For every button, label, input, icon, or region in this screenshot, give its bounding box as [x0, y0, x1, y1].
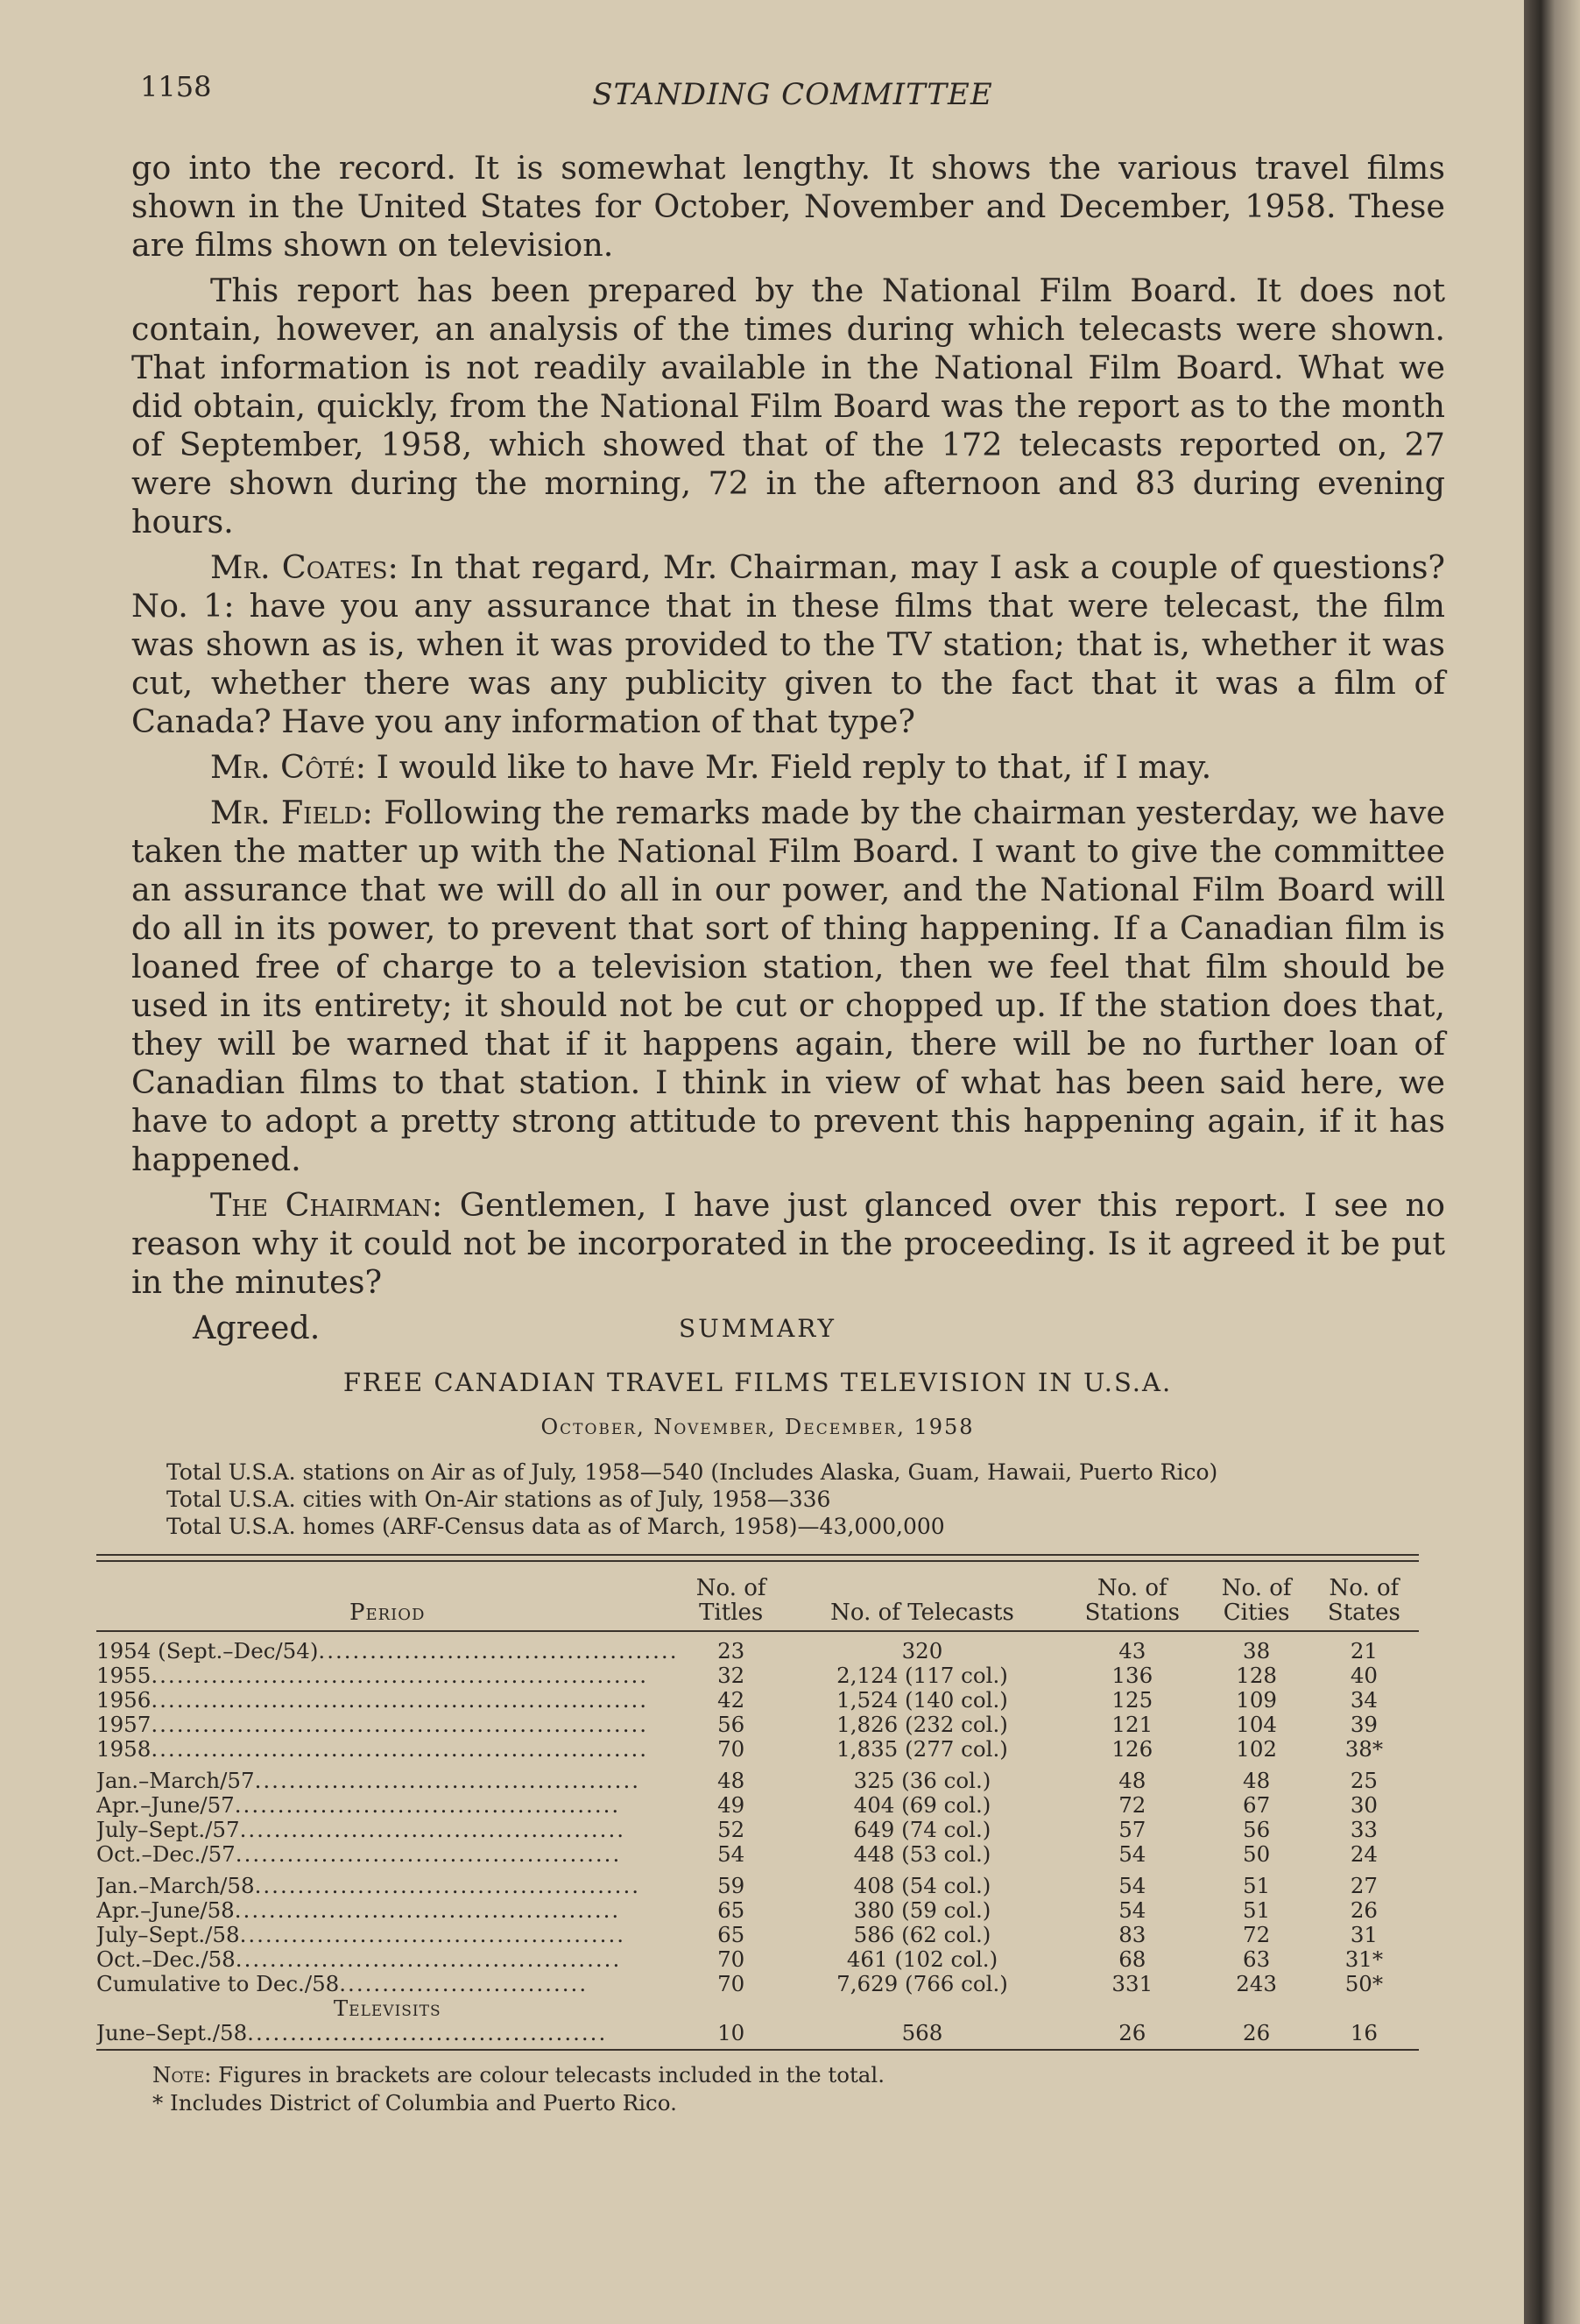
- table-row: [96, 1639, 1419, 1664]
- cell-cities: 63: [1243, 1946, 1271, 1972]
- row-period: [96, 1713, 679, 1737]
- speaker-field: Mr. Field:: [210, 794, 373, 831]
- cell-titles: 54: [717, 1841, 745, 1867]
- table-notes: [152, 2061, 1419, 2117]
- cell-telecasts: 568: [901, 2020, 943, 2045]
- cell-stations: 125: [1111, 1687, 1153, 1713]
- table-row: [96, 1688, 1419, 1713]
- section-row-televisits: [96, 1996, 1419, 2021]
- leader-dots: ..........................................................: [151, 1737, 649, 1762]
- cell-states: 16: [1350, 2020, 1378, 2045]
- summary-title: SUMMARY: [678, 1314, 837, 1343]
- cell-states: 40: [1350, 1663, 1378, 1688]
- table-row: [96, 1842, 1419, 1867]
- header-period: Period: [349, 1600, 426, 1626]
- cell-cities: 102: [1236, 1736, 1278, 1762]
- cell-telecasts: 2,124 (117 col.): [836, 1663, 1008, 1688]
- summary-section: [96, 1314, 1419, 2117]
- cell-states: 34: [1350, 1687, 1378, 1713]
- cell-stations: 83: [1118, 1922, 1146, 1947]
- table-bottom-rule: [96, 2049, 1419, 2051]
- cell-cities: 26: [1243, 2020, 1271, 2045]
- cell-states: 25: [1350, 1768, 1378, 1793]
- period-label: Jan.–March/58: [96, 1874, 255, 1898]
- cell-stations: 48: [1118, 1768, 1146, 1793]
- cell-telecasts: 1,826 (232 col.): [836, 1712, 1008, 1737]
- cell-telecasts: 408 (54 col.): [853, 1873, 991, 1898]
- row-period: [96, 1737, 679, 1762]
- paragraph-1: go into the record. It is somewhat lengthy. It shows the various travel films shown in the United States for October, November and December, 1958. These are films shown on television.: [131, 149, 1445, 264]
- asterisk-note: * Includes District of Columbia and Puerto Rico.: [152, 2090, 677, 2116]
- cell-telecasts: 1,524 (140 col.): [836, 1687, 1008, 1713]
- cell-titles: 42: [717, 1687, 745, 1713]
- period-label: July–Sept./58: [96, 1923, 240, 1947]
- row-period: [96, 1842, 679, 1867]
- paragraph-4: [131, 748, 1445, 787]
- paragraph-6: [131, 1186, 1445, 1302]
- paragraph-3-text: In that regard, Mr. Chairman, may I ask a couple of questions? No. 1: have you any assurance that in these films that were telecast, the film was shown as is, when it was provided to the TV station; that is, whether it was cut, whether there was any publicity given to the fact that it was a film of Canada? Have you any information of that type?: [131, 548, 1446, 740]
- table-row: [96, 1737, 1419, 1762]
- paragraph-3: [131, 548, 1445, 741]
- running-head: STANDING COMMITTEE: [592, 77, 993, 112]
- note-text: Figures in brackets are colour telecasts included in the total.: [211, 2062, 885, 2087]
- table-row: [96, 1818, 1419, 1842]
- cell-titles: 65: [717, 1922, 745, 1947]
- cell-cities: 51: [1243, 1873, 1271, 1898]
- cell-states: 33: [1350, 1817, 1378, 1842]
- paragraph-6-text: Gentlemen, I have just glanced over this report. I see no reason why it could not be incorporated in the proceeding. Is it agreed it be put in the minutes?: [131, 1186, 1445, 1301]
- cell-states: 26: [1350, 1897, 1378, 1923]
- header-cities: [1203, 1562, 1308, 1631]
- leader-dots: ..........................................: [318, 1639, 679, 1664]
- leader-dots: ..........................................................: [151, 1713, 649, 1737]
- cell-stations: 54: [1118, 1841, 1146, 1867]
- table-row: [96, 1713, 1419, 1737]
- speaker-chairman: The Chairman:: [210, 1186, 443, 1224]
- leader-dots: .............................................: [234, 1793, 621, 1818]
- table-row-cumulative: [96, 1972, 1419, 1996]
- cell-titles: 70: [717, 1736, 745, 1762]
- table-row: [96, 1769, 1419, 1793]
- period-label: 1957: [96, 1713, 152, 1737]
- cell-titles: 65: [717, 1897, 745, 1923]
- leader-dots: ..........................................: [247, 2021, 608, 2045]
- leader-dots: .............................................: [254, 1769, 641, 1793]
- header-stations-line2: Stations: [1084, 1600, 1180, 1626]
- table-header-row: [96, 1562, 1419, 1631]
- row-period: [96, 1688, 679, 1713]
- period-label: Apr.–June/58: [96, 1898, 235, 1923]
- period-label: Jan.–March/57: [96, 1769, 255, 1793]
- cell-states: 39: [1350, 1712, 1378, 1737]
- table-row: [96, 1898, 1419, 1923]
- cell-titles: 56: [717, 1712, 745, 1737]
- cell-states: 38*: [1344, 1736, 1384, 1762]
- speaker-cote: Mr. Côté:: [210, 748, 367, 786]
- cell-stations: 54: [1118, 1897, 1146, 1923]
- cell-states: 50*: [1344, 1971, 1384, 1996]
- cell-cities: 72: [1243, 1922, 1271, 1947]
- cell-stations: 26: [1118, 2020, 1146, 2045]
- cell-titles: 70: [717, 1946, 745, 1972]
- row-period: [96, 1874, 679, 1898]
- table-row: [96, 1874, 1419, 1898]
- period-label: 1956: [96, 1688, 152, 1713]
- summary-totals: [166, 1459, 1419, 1540]
- row-period: [96, 1923, 679, 1947]
- header-titles-line2: Titles: [699, 1600, 764, 1626]
- cell-titles: 59: [717, 1873, 745, 1898]
- header-stations-line1: No. of: [1097, 1575, 1167, 1601]
- leader-dots: .............................................: [235, 1947, 622, 1972]
- book-spine-shadow: [1524, 0, 1580, 2324]
- cell-stations: 126: [1111, 1736, 1153, 1762]
- page-header: [140, 70, 1445, 123]
- table-row: [96, 1923, 1419, 1947]
- cell-states: 21: [1350, 1638, 1378, 1664]
- period-label: Oct.–Dec./57: [96, 1842, 236, 1867]
- header-stations: [1061, 1562, 1203, 1631]
- header-titles: [679, 1562, 784, 1631]
- cell-telecasts: 7,629 (766 col.): [836, 1971, 1008, 1996]
- row-period: [96, 1898, 679, 1923]
- cell-cities: 56: [1243, 1817, 1271, 1842]
- cell-cities: 50: [1243, 1841, 1271, 1867]
- header-cities-line2: Cities: [1223, 1600, 1290, 1626]
- table-row-televisits: [96, 2021, 1419, 2045]
- table-body: [96, 1631, 1419, 2045]
- telecast-table: [96, 1562, 1419, 2045]
- cell-states: 31*: [1344, 1946, 1384, 1972]
- paragraph-agreed: Agreed.: [193, 1309, 321, 1346]
- row-period: [96, 2021, 679, 2045]
- row-period: [96, 1947, 679, 1972]
- table-row: [96, 1947, 1419, 1972]
- cell-telecasts: 1,835 (277 col.): [836, 1736, 1008, 1762]
- row-period: [96, 1769, 679, 1793]
- summary-months: October, November, December, 1958: [540, 1415, 975, 1439]
- cell-states: 31: [1350, 1922, 1378, 1947]
- cell-stations: 54: [1118, 1873, 1146, 1898]
- note-line: [152, 2061, 1419, 2089]
- paragraph-2: This report has been prepared by the National Film Board. It does not contain, however, an analysis of the times during which telecasts were shown. That information is not readily available in the National Film Board. What we did obtain, quickly, from the National Film Board was the report as to the month of September, 1958, which showed that of the 172 telecasts reported on, 27 were shown during the morning, 72 in the afternoon and 83 during evening hours.: [131, 272, 1445, 540]
- period-label: July–Sept./57: [96, 1818, 240, 1842]
- cell-stations: 72: [1118, 1792, 1146, 1818]
- cell-cities: 109: [1236, 1687, 1278, 1713]
- table-row: [96, 1664, 1419, 1688]
- cell-telecasts: 320: [901, 1638, 943, 1664]
- header-states-line2: States: [1327, 1600, 1400, 1626]
- cell-cities: 51: [1243, 1897, 1271, 1923]
- period-label: 1955: [96, 1664, 152, 1688]
- cell-titles: 52: [717, 1817, 745, 1842]
- cell-telecasts: 448 (53 col.): [853, 1841, 991, 1867]
- period-label: 1958: [96, 1737, 152, 1762]
- paragraph-5: [131, 794, 1445, 1179]
- cell-titles: 23: [717, 1638, 745, 1664]
- cell-cities: 243: [1236, 1971, 1278, 1996]
- row-period: [96, 1639, 679, 1664]
- leader-dots: .............................: [339, 1972, 589, 1996]
- cell-telecasts: 325 (36 col.): [853, 1768, 991, 1793]
- cell-cities: 38: [1243, 1638, 1271, 1664]
- period-label: June–Sept./58: [96, 2021, 248, 2045]
- cell-states: 24: [1350, 1841, 1378, 1867]
- cell-telecasts: 586 (62 col.): [853, 1922, 991, 1947]
- row-period: [96, 1793, 679, 1818]
- summary-subtitle: FREE CANADIAN TRAVEL FILMS TELEVISION IN U.S.A.: [342, 1367, 1173, 1397]
- cell-stations: 68: [1118, 1946, 1146, 1972]
- header-states-line1: No. of: [1329, 1575, 1400, 1601]
- leader-dots: .............................................: [239, 1818, 626, 1842]
- leader-dots: .............................................: [239, 1923, 626, 1947]
- total-homes: Total U.S.A. homes (ARF-Census data as of March, 1958)—43,000,000: [166, 1514, 945, 1539]
- section-label: Televisits: [333, 1996, 441, 2021]
- paragraph-4-text: I would like to have Mr. Field reply to that, if I may.: [366, 748, 1212, 786]
- cell-titles: 32: [717, 1663, 745, 1688]
- speaker-coates: Mr. Coates:: [210, 548, 399, 586]
- cell-stations: 331: [1111, 1971, 1153, 1996]
- cell-stations: 136: [1111, 1663, 1153, 1688]
- note-label: Note:: [152, 2062, 212, 2087]
- cell-states: 27: [1350, 1873, 1378, 1898]
- table-top-rule: [96, 1554, 1419, 1562]
- leader-dots: ..........................................................: [151, 1688, 649, 1713]
- cell-telecasts: 649 (74 col.): [853, 1817, 991, 1842]
- cell-stations: 121: [1111, 1712, 1153, 1737]
- total-stations: Total U.S.A. stations on Air as of July, 1958—540 (Includes Alaska, Guam, Hawaii, Puerto Rico): [166, 1459, 1218, 1485]
- cell-titles: 70: [717, 1971, 745, 1996]
- cell-telecasts: 380 (59 col.): [853, 1897, 991, 1923]
- cell-cities: 104: [1236, 1712, 1278, 1737]
- row-period: [96, 1664, 679, 1688]
- table-row: [96, 1793, 1419, 1818]
- period-label: 1954 (Sept.–Dec/54): [96, 1639, 319, 1664]
- header-cities-line1: No. of: [1221, 1575, 1292, 1601]
- cell-cities: 67: [1243, 1792, 1271, 1818]
- cell-stations: 43: [1118, 1638, 1146, 1664]
- cell-stations: 57: [1118, 1817, 1146, 1842]
- total-cities: Total U.S.A. cities with On-Air stations as of July, 1958—336: [166, 1487, 831, 1512]
- cell-titles: 49: [717, 1792, 745, 1818]
- leader-dots: ..........................................................: [151, 1664, 649, 1688]
- period-label: Oct.–Dec./58: [96, 1947, 236, 1972]
- body-text: [131, 149, 1445, 1354]
- cell-cities: 48: [1243, 1768, 1271, 1793]
- cell-states: 30: [1350, 1792, 1378, 1818]
- leader-dots: .............................................: [254, 1874, 641, 1898]
- paragraph-5-text: Following the remarks made by the chairman yesterday, we have taken the matter up with the National Film Board. I want to give the committee an assurance that we will do all in our power, and the National Film Board will do all in its power, to prevent that sort of thing happening. If a Canadian film is loaned free of charge to a television station, then we feel that film should be used in its entirety; it should not be cut or chopped up. If the station does that, they will be warned that if it happens again, there will be no further loan of Canadian films to that station. I think in view of what has been said here, we have to adopt a pretty strong attitude to prevent this happening again, if it has happened.: [131, 794, 1446, 1178]
- header-states: [1309, 1562, 1419, 1631]
- row-period: [96, 1818, 679, 1842]
- period-label: Apr.–June/57: [96, 1793, 235, 1818]
- page-number: 1158: [140, 70, 212, 103]
- leader-dots: .............................................: [234, 1898, 621, 1923]
- row-period: [96, 1972, 679, 1996]
- cell-cities: 128: [1236, 1663, 1278, 1688]
- header-titles-line1: No. of: [695, 1575, 766, 1601]
- cell-telecasts: 461 (102 col.): [846, 1946, 998, 1972]
- cell-titles: 10: [717, 2020, 745, 2045]
- leader-dots: .............................................: [235, 1842, 622, 1867]
- cell-telecasts: 404 (69 col.): [853, 1792, 991, 1818]
- period-label: Cumulative to Dec./58: [96, 1972, 340, 1996]
- cell-titles: 48: [717, 1768, 745, 1793]
- header-telecasts: No. of Telecasts: [830, 1600, 1014, 1626]
